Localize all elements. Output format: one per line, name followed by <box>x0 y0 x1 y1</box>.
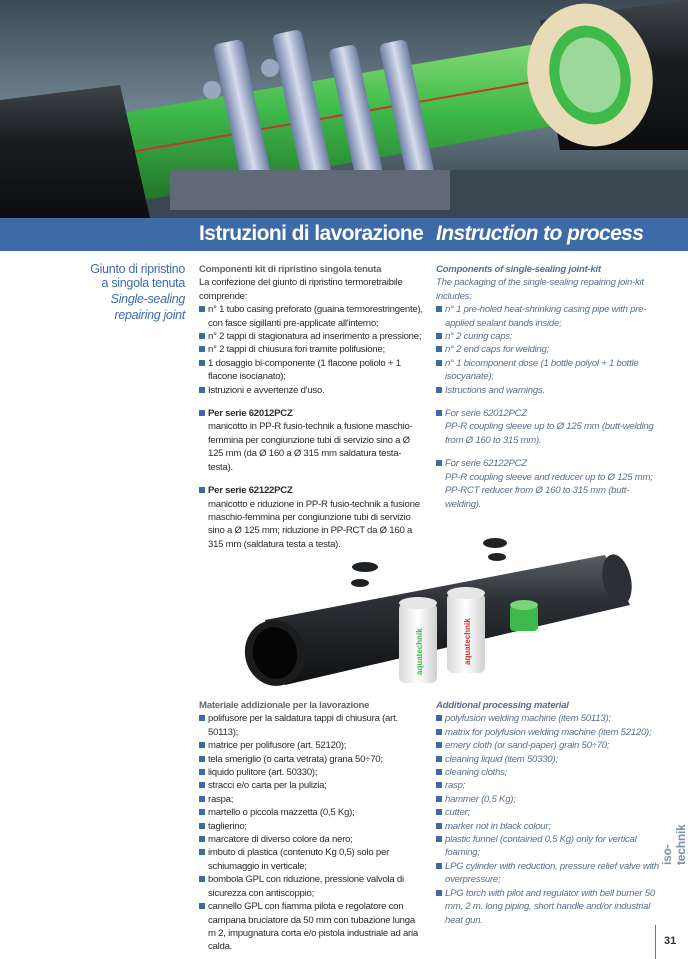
kit-item-it: n° 2 tappi di stagionatura ad inserimento a pressione; <box>199 330 425 343</box>
kit-item-en: n° 1 pre-holed heat-shrinking casing pipe with pre-applied sealant bands inside; <box>436 303 661 330</box>
series1-text-it: manicotto in PP-R fusio-technik a fusione maschio-femmina per congiunzione tubi di servizio sino a Ø 125 mm (da Ø 160 a Ø 315 mm saldatura testa-testa). <box>208 421 413 473</box>
material-item-it: matrice per polifusore (art. 52120); <box>199 739 425 752</box>
series1-title-it: Per serie 62012PCZ <box>199 407 425 420</box>
material-item-en: plastic funnel (contained 0,5 Kg) only for vertical foaming; <box>436 833 661 860</box>
series2-title-en: For serie 62122PCZ <box>436 457 661 470</box>
hero-photo <box>0 0 688 218</box>
kit-item-en: n° 2 end caps for welding; <box>436 343 661 356</box>
side-label-it-line1: Giunto di ripristino <box>90 262 185 276</box>
material-item-it: liquido pulitore (art. 50330); <box>199 766 425 779</box>
materials-heading-en: Additional processing material <box>436 700 569 711</box>
kit-intro-en: The packaging of the single-sealing repairing join-kit includes: <box>436 277 644 302</box>
material-item-it: cannello GPL con fiamma pilota e regolatore con campana bruciatore da 50 mm con tubazione lunga m 2, impugnatura corta e/o pistola industriale ad aria calda. <box>199 900 425 954</box>
series2-title-it: Per serie 62122PCZ <box>199 484 425 497</box>
kit-components-illustration <box>185 535 665 695</box>
material-item-en: polyfusion welding machine (item 50113); <box>436 712 661 725</box>
material-item-it: raspa; <box>199 793 425 806</box>
materials-heading-it: Materiale addizionale per la lavorazione <box>199 700 370 711</box>
series2-text-it: manicotto e riduzione in PP-R fusio-technik a fusione maschio-femmina per congiunzione tubi di servizio sino a Ø 125 mm; riduzione in PP-RCT da Ø 160 a 315 mm (saldatura testa a testa). <box>208 498 420 550</box>
english-materials-column <box>436 699 661 927</box>
series1-title-en: For serie 62012PCZ <box>436 407 661 420</box>
kit-item-en: Istructions and warnings. <box>436 384 661 397</box>
material-item-en: LPG torch with pilot and regulator with bell burner 50 mm, 2 m. long piping, short handle and/or industrial heat gun. <box>436 887 661 927</box>
english-kit-column <box>436 263 661 511</box>
material-item-en: hammer (0,5 Kg); <box>436 793 661 806</box>
kit-item-en: n° 2 curing caps; <box>436 330 661 343</box>
material-item-en: matrix for polyfusion welding machine (item 52120); <box>436 726 661 739</box>
series1-text-en: PP-R coupling sleeve up to Ø 125 mm (butt-welding from Ø 160 to 315 mm). <box>445 421 654 446</box>
material-item-it: bombola GPL con riduzione, pressione valvola di sicurezza con antiscoppio; <box>199 873 425 900</box>
material-item-it: polifusore per la saldatura tappi di chiusura (art. 50113); <box>199 712 425 739</box>
material-item-it: tela smeriglio (o carta vetrata) grana 50÷70; <box>199 753 425 766</box>
side-label-en-line2: repairing joint <box>114 308 185 322</box>
kit-product-photo <box>185 535 665 695</box>
title-banner <box>0 218 688 251</box>
kit-intro-it: La confezione del giunto di ripristino termoretraibile comprende: <box>199 277 403 302</box>
page-number: 31 <box>664 935 677 947</box>
material-item-en: cleaning liquid (item 50330); <box>436 753 661 766</box>
title-english: Instruction to process <box>436 222 644 245</box>
material-item-it: stracci e/o carta per la pulizia; <box>199 779 425 792</box>
brand-vertical-text: iso-technik <box>660 824 688 865</box>
material-item-en: rasp; <box>436 779 661 792</box>
kit-item-it: 1 dosaggio bi-componente (1 flacone poliolo + 1 flacone isocianato); <box>199 357 425 384</box>
kit-heading-en: Components of single-sealing joint-kit <box>436 264 601 275</box>
kit-item-en: n° 1 bicomponent dose (1 bottle polyol + 1 bottle isocyanate); <box>436 357 661 384</box>
material-item-it: martello o piccola mazzetta (0,5 Kg); <box>199 806 425 819</box>
side-section-label <box>40 262 185 322</box>
kit-item-it: Istruzioni e avvertenze d'uso. <box>199 384 425 397</box>
italian-materials-column <box>199 699 425 954</box>
material-item-it: imbuto di plastica (contenuto Kg 0,5) solo per schiumaggio in verticale; <box>199 846 425 873</box>
title-italian: Istruzioni di lavorazione <box>199 222 424 245</box>
page-number-divider <box>655 925 656 959</box>
kit-item-it: n° 2 tappi di chiusura fori tramite polifusione; <box>199 343 425 356</box>
material-item-en: marker not in black colour; <box>436 820 661 833</box>
pipe-repair-illustration <box>0 0 688 218</box>
material-item-it: taglierino; <box>199 820 425 833</box>
bottle-label-left: aquatechnik <box>415 628 424 675</box>
material-item-en: emery cloth (or sand-paper) grain 50÷70; <box>436 739 661 752</box>
italian-kit-column <box>199 263 425 551</box>
material-item-it: marcatore di diverso colore da nero; <box>199 833 425 846</box>
side-label-it-line2: a singola tenuta <box>101 276 185 290</box>
series2-text-en: PP-R coupling sleeve and reducer up to Ø 125 mm; PP-RCT reducer from Ø 160 to 315 mm (butt-welding). <box>445 471 653 510</box>
kit-item-it: n° 1 tubo casing preforato (guaina termorestringente), con fasce sigillanti pre-applicate all'interno; <box>199 303 425 330</box>
side-label-en-line1: Single-sealing <box>110 292 185 306</box>
bottle-label-right: aquatechnik <box>463 618 472 665</box>
kit-heading-it: Componenti kit di ripristino singola tenuta <box>199 264 382 275</box>
material-item-en: LPG cylinder with reduction, pressure relief valve with overpressure; <box>436 860 661 887</box>
material-item-en: cutter; <box>436 806 661 819</box>
material-item-en: cleaning cloths; <box>436 766 661 779</box>
